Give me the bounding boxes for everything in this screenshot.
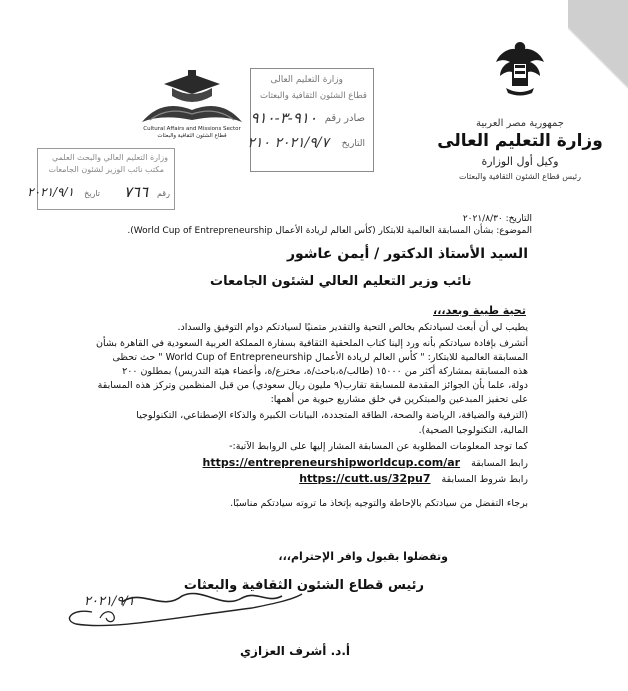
addressee-position: نائب وزير التعليم العالي لشئون الجامعات	[210, 274, 472, 289]
sector-caption-en: Cultural Affairs and Missions Sector	[143, 126, 241, 132]
closing-line: وتفضلوا بقبول وافر الإحترام،،،	[278, 550, 448, 563]
letter-date: التاريخ: ٢٠٢١/٨/٣٠	[462, 214, 532, 224]
sadir-number: ٩١٠-٣-٩١٠	[250, 109, 317, 127]
link1-row	[203, 456, 528, 469]
signatory-name: أ.د. أشرف العزازي	[240, 644, 350, 658]
outgoing-stamp	[247, 68, 374, 172]
stamp-date-label: التاريخ	[341, 139, 365, 149]
graduation-cap-logo-icon	[128, 70, 256, 126]
ministry-name: وزارة التعليم العالى	[437, 131, 603, 151]
sadir-label: صادر رقم	[324, 113, 365, 124]
body-p2-line3: هذه المسابقة بمشاركة أكثر من ١٥٠٠٠ (طالب/ة،باحث/ة، مخترع/ة، وأعضاء هيئة التدريس) بمطلون ٢٠٠	[122, 366, 528, 377]
body-p5: برجاء التفضل من سيادتكم بالإحاطة والتوجيه بإتخاذ ما تروته سيادتكم مناسبًا.	[230, 498, 528, 509]
signature-title: رئيس قطاع الشئون الثقافية والبعثات	[183, 578, 424, 593]
body-p3-line2: المالية، التكنولوجيا الصحية).	[418, 425, 528, 436]
body-p1: يطيب لي أن أبعث لسيادتكم بخالص التحية والتقدير متمنيًا لسيادتكم دوام التوفيق والسداد.	[177, 322, 528, 333]
deputy-date-value: ٢٠٢١/٩/١	[27, 185, 74, 199]
body-p2-line5: على تحفيز المبدعين والمبتكرين في خلق مشاريع حيوية من أهمها:	[270, 394, 528, 405]
deputy-stamp-line2: مكتب نائب الوزير لشئون الجامعات	[48, 165, 164, 174]
head-title: رئيس قطاع الشئون الثقافية والبعثات	[459, 172, 581, 181]
body-p4: كما توجد المعلومات المطلوبة عن المسابقة المشار إليها على الروابط الآتية:-	[229, 441, 528, 452]
body-p2-line4: دولة، علما بأن الجوائز المقدمة للمسابقة تقارب(٩ مليون ريال سعودي) من قبل المنظمين وتركز هذه المسابقة	[97, 380, 528, 391]
country-name: جمهورية مصر العربية	[476, 118, 564, 129]
body-p3-line1: (الترفية والضيافة، الرياضة والصحة، الطاقة المتجددة، البيانات الكبيرة والذكاء الإصطناعي، التكنولوجيا	[136, 410, 528, 421]
link1-label: رابط المسابقة	[471, 458, 528, 469]
subject-line	[127, 226, 532, 236]
stamp-date-value: ٢٠٢١/٩/٧ ٢١٠	[247, 135, 329, 151]
raqm-value: ٧٦٦	[123, 183, 148, 201]
deputy-stamp-line1: وزارة التعليم العالي والبحث العلمي	[52, 153, 168, 162]
ministry-letterhead	[430, 118, 610, 181]
stamp-line2: قطاع الشئون الثقافية والبعثات	[259, 91, 367, 101]
competition-link[interactable]: https://entrepreneurshipworldcup.com/ar	[202, 456, 461, 469]
eagle-emblem-icon	[492, 38, 548, 98]
sector-logo	[128, 70, 256, 140]
signature-handwritten-date: ٢٠٢١/٩/١	[84, 594, 135, 609]
page-fold-corner	[568, 0, 628, 120]
body-p2-line2: المسابقة العالمية للابتكار: " كأس العالم لريادة الأعمال World Cup of Entrepreneurship " حث تحظى	[112, 352, 528, 363]
sector-caption-ar: قطاع الشئون الثقافية والبعثات	[157, 133, 227, 139]
deputy-office-stamp	[27, 148, 175, 210]
subject-label: الموضوع:	[496, 226, 532, 236]
addressee-name: السيد الأستاذ الدكتور / أيمن عاشور	[286, 246, 528, 262]
deputy-date-label: تاريخ	[84, 189, 100, 198]
greeting: تحية طيبة وبعد،،،	[433, 304, 526, 317]
link2-label: رابط شروط المسابقة	[441, 474, 528, 485]
terms-link[interactable]: https://cutt.us/32pu7	[299, 472, 431, 485]
stamp-line1: وزارة التعليم العالى	[270, 75, 343, 85]
body-p2-line1: أتشرف بإفادة سيادتكم بأنه ورد إلينا كتاب الملحقية الثقافية بسفارة المملكة العربية السعودية في القاهرة بشأن	[96, 338, 528, 349]
raqm-label: رقم	[156, 189, 170, 198]
subject-text: بشأن المسابقة العالمية للابتكار (كأس العالم لريادة الأعمال World Cup of Entrepreneurship).	[127, 226, 494, 236]
link2-row	[299, 472, 528, 485]
office-name: وكيل أول الوزارة	[481, 155, 559, 168]
